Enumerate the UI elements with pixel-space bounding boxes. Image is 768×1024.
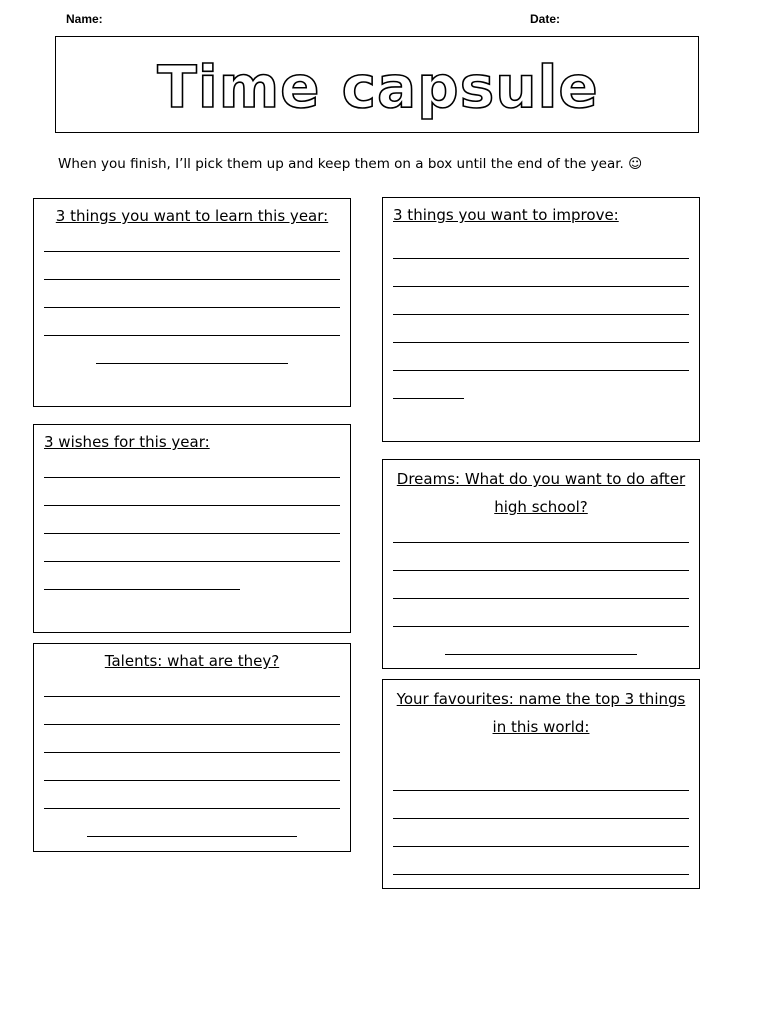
dreams-box [382,459,700,669]
answer-line[interactable] [393,293,689,321]
answer-line[interactable] [393,349,689,377]
answer-line[interactable] [393,377,689,405]
answer-line[interactable] [44,759,340,787]
answer-line[interactable] [44,675,340,703]
answer-line[interactable] [393,521,689,549]
intro-text: When you finish, I’ll pick them up and keep them on a box until the end of the year. ☺ [58,156,643,172]
answer-line[interactable] [44,484,340,512]
answer-line[interactable] [44,787,340,815]
title-graphic [56,37,700,134]
answer-line[interactable] [44,286,340,314]
title-box [55,36,699,133]
answer-line[interactable] [393,577,689,605]
favourites-box [382,679,700,889]
page-title: Time capsule [157,53,599,121]
talents-box [33,643,351,852]
answer-line[interactable] [44,314,340,342]
answer-line[interactable] [44,512,340,540]
name-label: Name: [66,12,103,26]
answer-line[interactable] [393,265,689,293]
wishes-heading: 3 wishes for this year: [44,433,210,451]
learn-heading: 3 things you want to learn this year: [55,207,329,225]
answer-line[interactable] [393,633,689,661]
favourites-heading: Your favourites: name the top 3 things in this world: [396,690,686,736]
answer-line[interactable] [393,769,689,797]
answer-line[interactable] [44,568,340,596]
answer-line[interactable] [393,549,689,577]
answer-line[interactable] [393,237,689,265]
answer-line[interactable] [393,321,689,349]
answer-line[interactable] [393,853,689,881]
answer-line[interactable] [44,258,340,286]
answer-line[interactable] [393,605,689,633]
wishes-box [33,424,351,633]
answer-line[interactable] [44,703,340,731]
talents-heading: Talents: what are they? [104,652,280,670]
answer-line[interactable] [393,797,689,825]
answer-line[interactable] [44,230,340,258]
answer-line[interactable] [44,342,340,370]
dreams-heading: Dreams: What do you want to do after high school? [396,470,686,516]
date-label: Date: [530,12,561,26]
answer-line[interactable] [44,731,340,759]
improve-box [382,197,700,442]
improve-heading: 3 things you want to improve: [393,206,619,224]
learn-box [33,198,351,407]
answer-line[interactable] [44,456,340,484]
answer-line[interactable] [393,825,689,853]
answer-line[interactable] [44,815,340,843]
answer-line[interactable] [44,540,340,568]
